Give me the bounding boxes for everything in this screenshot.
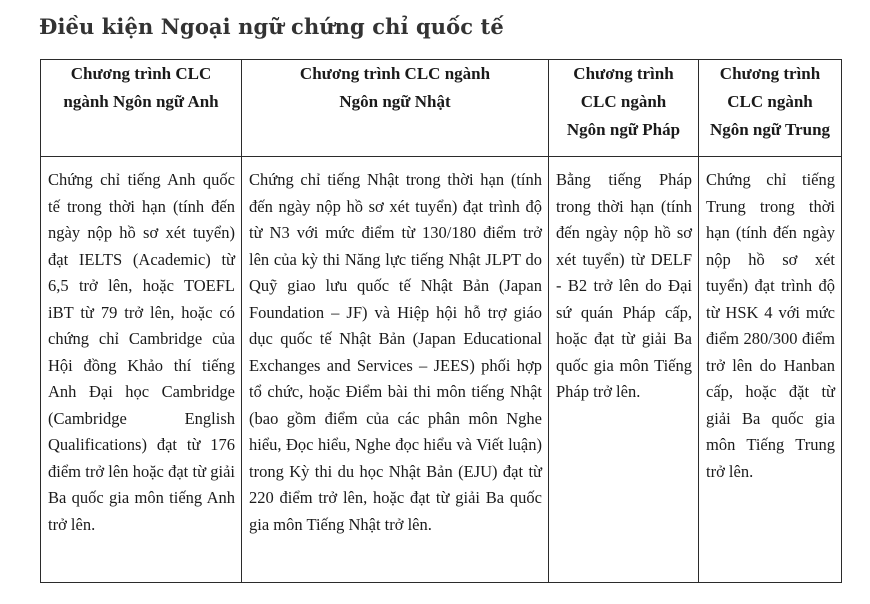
header-line: Ngôn ngữ Trung (709, 120, 831, 139)
page-title: Điều kiện Ngoại ngữ chứng chỉ quốc tế (39, 14, 504, 39)
header-line: ngành Ngôn ngữ Anh (63, 92, 219, 111)
header-japanese-program (242, 60, 549, 157)
header-line: CLC ngành (580, 92, 667, 111)
cell-french-requirement (549, 157, 699, 583)
requirement-text: Chứng chỉ tiếng Anh quốc tế trong thời hạn (tính đến ngày nộp hồ sơ xét tuyển) đạt IELTS (Academic) từ 6,5 trở lên, hoặc TOEFL iBT từ 79 trở lên, hoặc có chứng chỉ Cambridge của Hội đồng Khảo thí tiếng Anh Đại học Cambridge (Cambridge English Qualifications) đạt từ 176 điểm trở lên hoặc đạt từ giải Ba quốc gia môn tiếng Anh trở lên. (48, 170, 235, 534)
header-line: Chương trình CLC ngành (299, 64, 491, 83)
cell-japanese-requirement (242, 157, 549, 583)
header-line: Chương trình CLC (70, 64, 212, 83)
requirement-text: Chứng chỉ tiếng Trung trong thời hạn (tính đến ngày nộp hồ sơ xét tuyển) đạt trình độ từ HSK 4 với mức điểm 280/300 điểm trở lên do Hanban cấp, hoặc đặt từ giải Ba quốc gia môn Tiếng Trung trở lên. (706, 170, 835, 481)
table-header-row (41, 60, 842, 157)
language-requirements-table (40, 59, 842, 583)
cell-english-requirement (41, 157, 242, 583)
header-line: Ngôn ngữ Pháp (566, 120, 681, 139)
table-row (41, 157, 842, 583)
cell-chinese-requirement (699, 157, 842, 583)
header-line: Chương trình (719, 64, 821, 83)
requirement-text: Chứng chỉ tiếng Nhật trong thời hạn (tính đến ngày nộp hồ sơ xét tuyển) đạt trình độ từ N3 với mức điểm từ 130/180 điểm trở lên của kỳ thi Năng lực tiếng Nhật JLPT do Quỹ giao lưu quốc tế Nhật Bản (Japan Foundation – JF) và Hiệp hội hỗ trợ giáo dục quốc tế Nhật Bản (Japan Educational Exchanges and Services – JEES) phối hợp tổ chức, hoặc Điểm bài thi môn tiếng Nhật (bao gồm điểm của các phân môn Nghe hiểu, Đọc hiểu, Nghe đọc hiểu và Viết luận) trong Kỳ thi du học Nhật Bản (EJU) đạt từ 220 điểm trở lên, hoặc đạt từ giải Ba quốc gia môn Tiếng Nhật trở lên. (249, 170, 542, 534)
header-line: Chương trình (573, 64, 674, 83)
header-french-program (549, 60, 699, 157)
header-chinese-program (699, 60, 842, 157)
header-english-program (41, 60, 242, 157)
header-line: Ngôn ngữ Nhật (339, 92, 451, 111)
header-line: CLC ngành (727, 92, 813, 111)
requirement-text: Bằng tiếng Pháp trong thời hạn (tính đến ngày nộp hồ sơ xét tuyển) từ DELF - B2 trở lên do Đại sứ quán Pháp cấp, hoặc đạt từ giải Ba quốc gia môn Tiếng Pháp trở lên. (556, 170, 692, 401)
